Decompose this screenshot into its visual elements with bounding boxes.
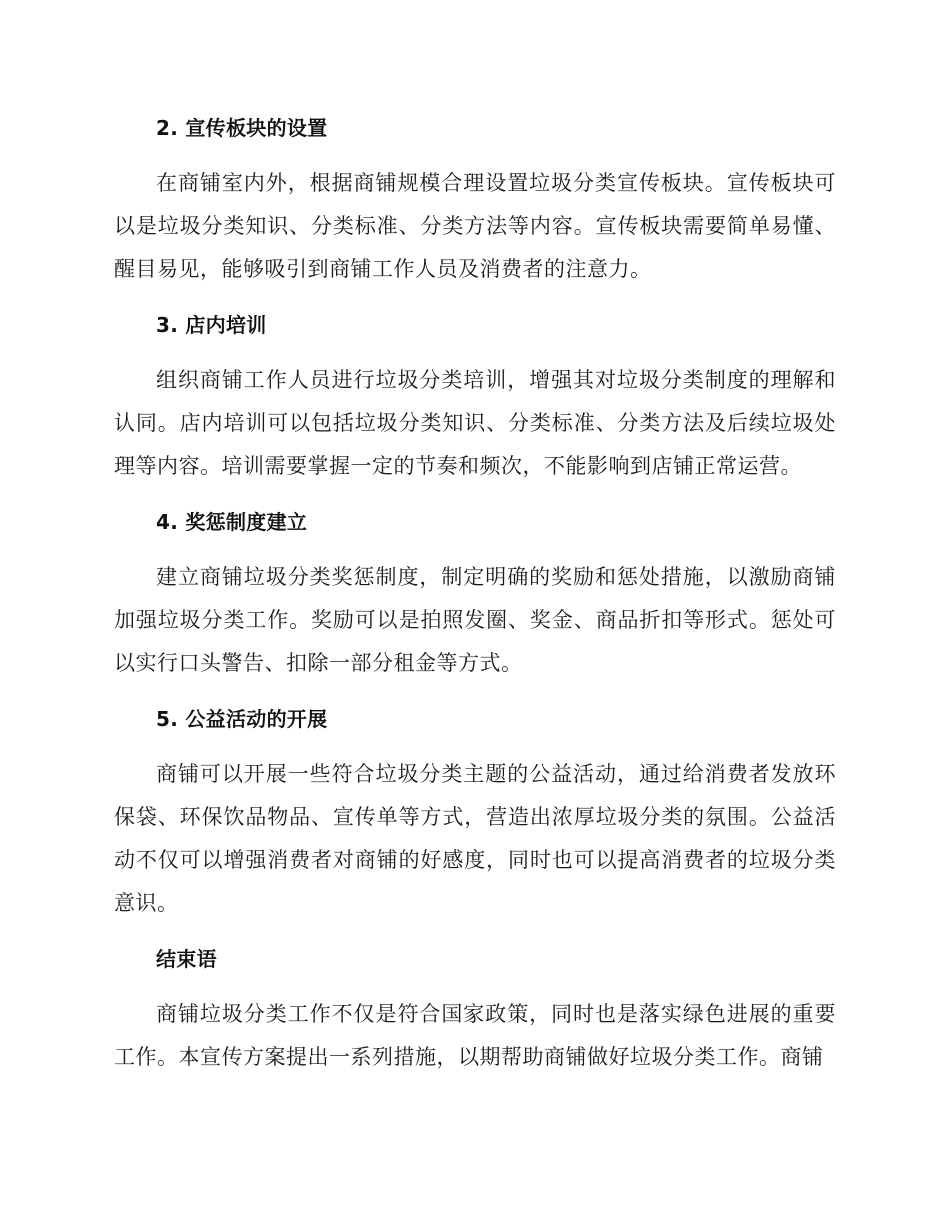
section-paragraph: 组织商铺工作人员进行垃圾分类培训，增强其对垃圾分类制度的理解和认同。店内培训可以包括垃圾分类知识、分类标准、分类方法及后续垃圾处理等内容。培训需要掌握一定的节奏和频次，不能影响到店铺正常运营。 <box>114 368 836 478</box>
section-training <box>114 305 836 502</box>
section-rewards <box>114 502 836 699</box>
section-heading: 3. 店内培训 <box>156 313 267 337</box>
section-heading: 结束语 <box>156 947 217 971</box>
section-paragraph: 在商铺室内外，根据商铺规模合理设置垃圾分类宣传板块。宣传板块可以是垃圾分类知识、分类标准、分类方法等内容。宣传板块需要简单易懂、醒目易见，能够吸引到商铺工作人员及消费者的注意力。 <box>114 171 836 281</box>
section-conclusion <box>114 939 836 1079</box>
section-paragraph: 商铺垃圾分类工作不仅是符合国家政策，同时也是落实绿色进展的重要工作。本宣传方案提出一系列措施，以期帮助商铺做好垃圾分类工作。商铺 <box>114 1002 836 1069</box>
section-promo-boards <box>114 108 836 305</box>
section-heading: 4. 奖惩制度建立 <box>156 510 308 534</box>
document-body <box>114 108 836 1079</box>
section-paragraph: 商铺可以开展一些符合垃圾分类主题的公益活动，通过给消费者发放环保袋、环保饮品物品、宣传单等方式，营造出浓厚垃圾分类的氛围。公益活动不仅可以增强消费者对商铺的好感度，同时也可以提高消费者的垃圾分类意识。 <box>114 762 836 915</box>
section-paragraph: 建立商铺垃圾分类奖惩制度，制定明确的奖励和惩处措施，以激励商铺加强垃圾分类工作。奖励可以是拍照发圈、奖金、商品折扣等形式。惩处可以实行口头警告、扣除一部分租金等方式。 <box>114 565 836 675</box>
section-heading: 5. 公益活动的开展 <box>156 707 328 731</box>
section-heading: 2. 宣传板块的设置 <box>156 116 328 140</box>
section-public-welfare <box>114 699 836 939</box>
